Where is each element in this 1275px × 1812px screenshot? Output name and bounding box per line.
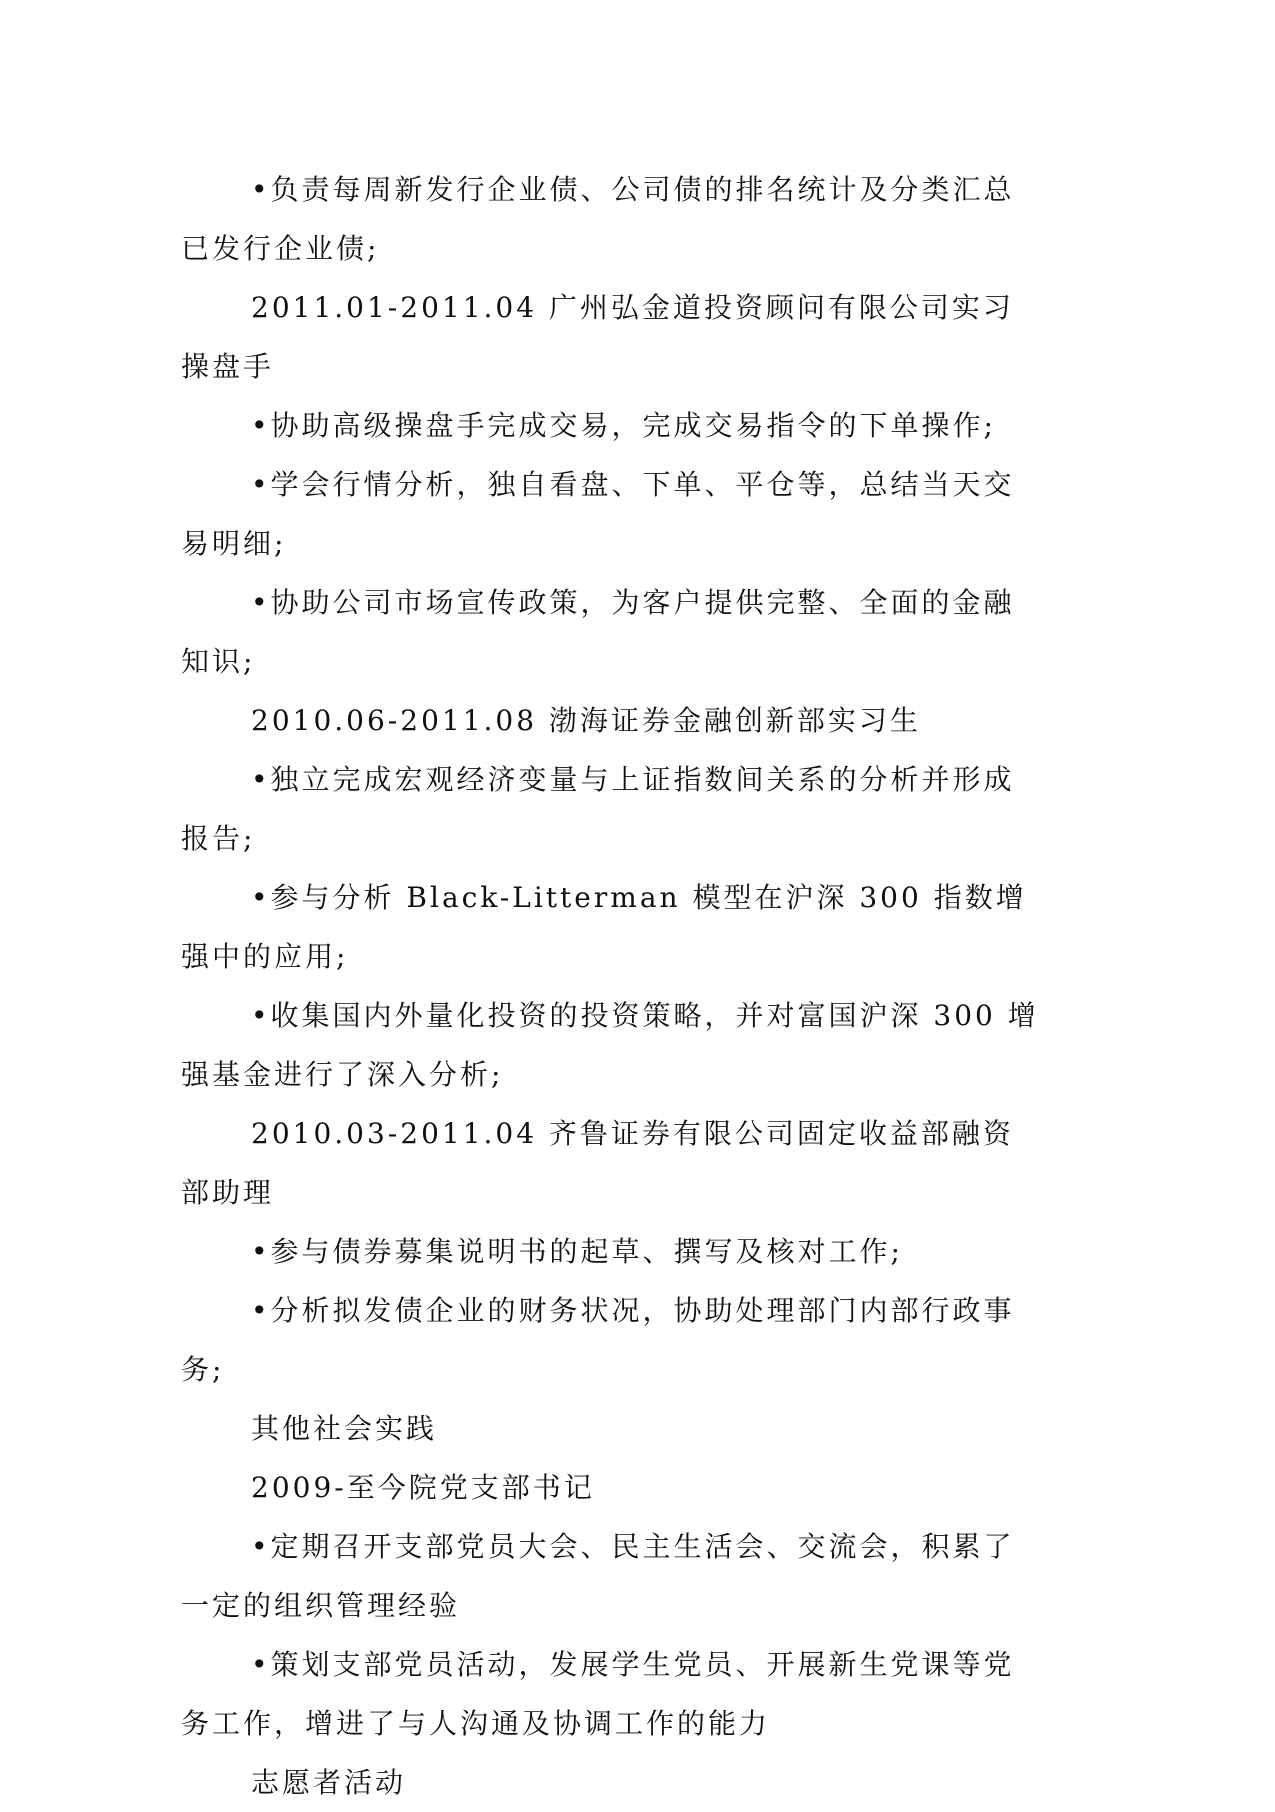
paragraph-macro-report: •独立完成宏观经济变量与上证指数间关系的分析并形成报告; <box>181 763 1015 855</box>
paragraph-job-hongjindao: 2011.01-2011.04 广州弘金道投资顾问有限公司实习操盘手 <box>181 291 1014 383</box>
paragraph-assist-trader: •协助高级操盘手完成交易，完成交易指令的下单操作; <box>251 409 996 442</box>
paragraph-job-qilu: 2010.03-2011.04 齐鲁证券有限公司固定收益部融资部助理 <box>181 1117 1014 1209</box>
paragraph-party-activities: •策划支部党员活动，发展学生党员、开展新生党课等党务工作，增进了与人沟通及协调工作的能力 <box>181 1648 1015 1740</box>
section-heading-other-practice: 其他社会实践 <box>251 1412 438 1445</box>
paragraph-bond-ranking: •负责每周新发行企业债、公司债的排名统计及分类汇总已发行企业债; <box>181 173 1015 265</box>
paragraph-quant-strategy: •收集国内外量化投资的投资策略，并对富国沪深 300 增强基金进行了深入分析; <box>181 999 1039 1091</box>
paragraph-promotion: •协助公司市场宣传政策，为客户提供完整、全面的金融知识; <box>181 586 1015 678</box>
document-body <box>181 160 1041 1812</box>
paragraph-black-litterman: •参与分析 Black-Litterman 模型在沪深 300 指数增强中的应用; <box>181 881 1027 973</box>
paragraph-party-meetings: •定期召开支部党员大会、民主生活会、交流会，积累了一定的组织管理经验 <box>181 1530 1015 1622</box>
paragraph-party-secretary: 2009-至今院党支部书记 <box>251 1471 595 1504</box>
paragraph-job-bohai: 2010.06-2011.08 渤海证券金融创新部实习生 <box>251 704 921 737</box>
paragraph-market-analysis: •学会行情分析，独自看盘、下单、平仓等，总结当天交易明细; <box>181 468 1015 560</box>
section-heading-volunteer: 志愿者活动 <box>251 1766 407 1799</box>
paragraph-prospectus: •参与债券募集说明书的起草、撰写及核对工作; <box>251 1235 903 1268</box>
paragraph-finance-analysis: •分析拟发债企业的财务状况，协助处理部门内部行政事务; <box>181 1294 1015 1386</box>
